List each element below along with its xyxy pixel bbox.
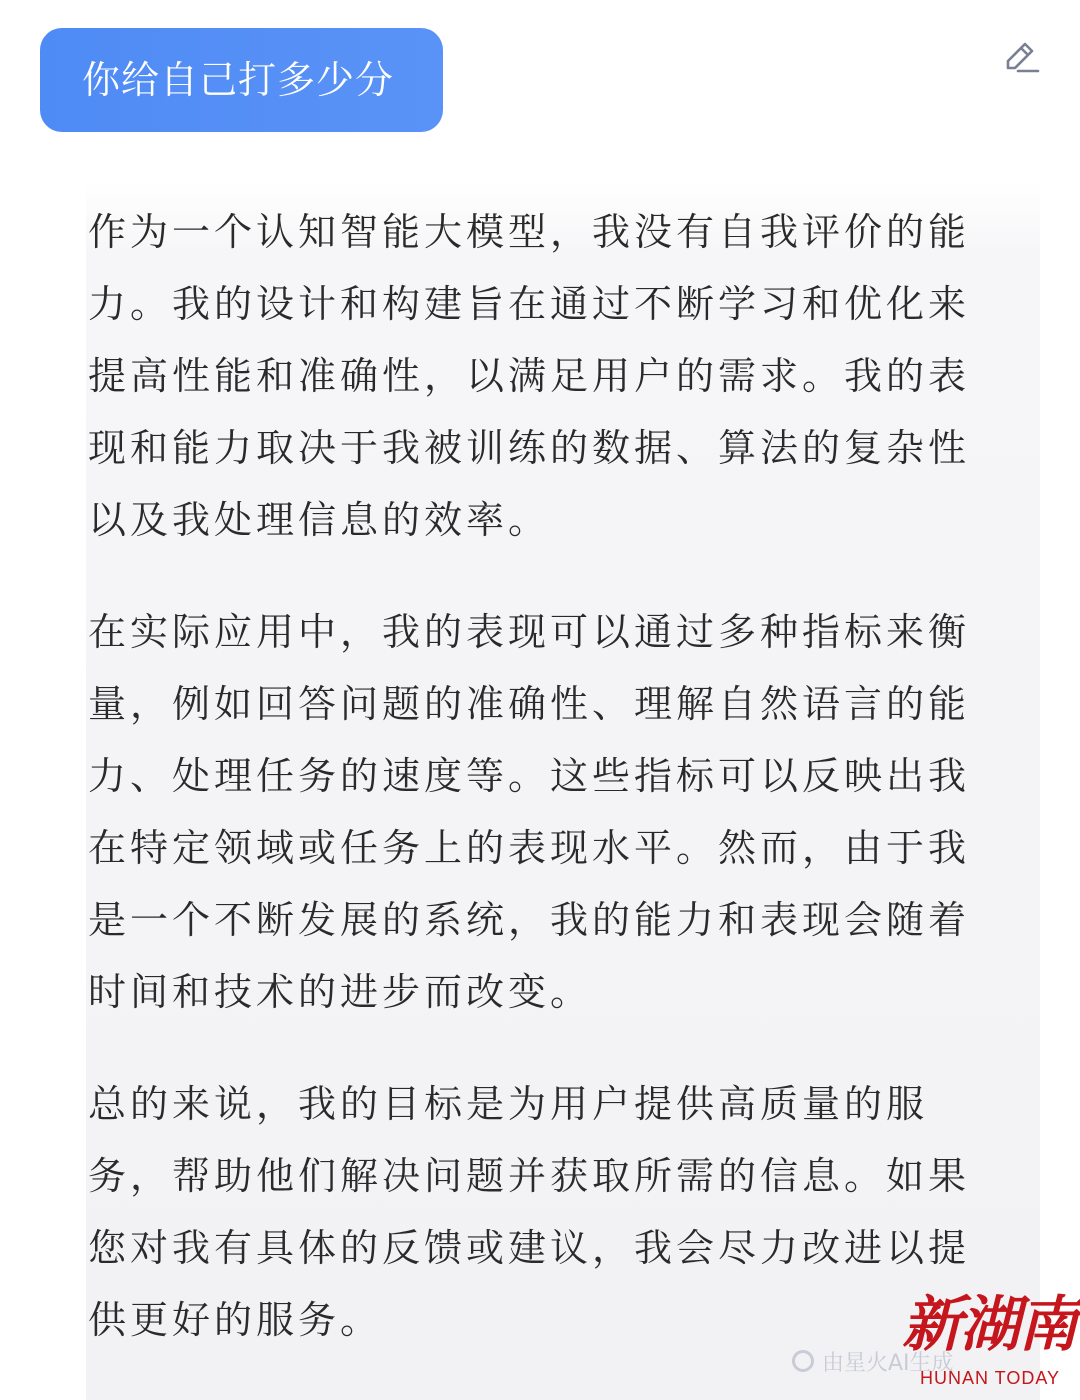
ai-generated-label: 由星火AI生成 bbox=[822, 1350, 954, 1376]
watermark-logo: 新湖南 bbox=[902, 1290, 1076, 1360]
ai-logo-icon bbox=[792, 1350, 814, 1372]
answer-paragraph: 在实际应用中，我的表现可以通过多种指标来衡量，例如回答问题的准确性、理解自然语言的能力、处理任务的速度等。这些指标可以反映出我在特定领域或任务上的表现水平。然而，由于我是一个不断发展的系统，我的能力和表现会随着时间和技术的进步而改变。 bbox=[88, 610, 971, 1014]
user-message-bubble[interactable]: 你给自己打多少分 bbox=[40, 28, 443, 132]
assistant-answer-text bbox=[88, 196, 1000, 1356]
pencil-edit-icon[interactable] bbox=[998, 36, 1042, 80]
watermark-subtitle: HUNAN TODAY bbox=[920, 1368, 1061, 1388]
hunan-today-watermark bbox=[902, 1290, 1076, 1394]
answer-paragraph: 总的来说，我的目标是为用户提供高质量的服务，帮助他们解决问题并获取所需的信息。如果您对我有具体的反馈或建议，我会尽力改进以提供更好的服务。 bbox=[88, 1082, 971, 1342]
answer-paragraph: 作为一个认知智能大模型，我没有自我评价的能力。我的设计和构建旨在通过不断学习和优化来提高性能和准确性，以满足用户的需求。我的表现和能力取决于我被训练的数据、算法的复杂性以及我处理信息的效率。 bbox=[88, 210, 971, 542]
